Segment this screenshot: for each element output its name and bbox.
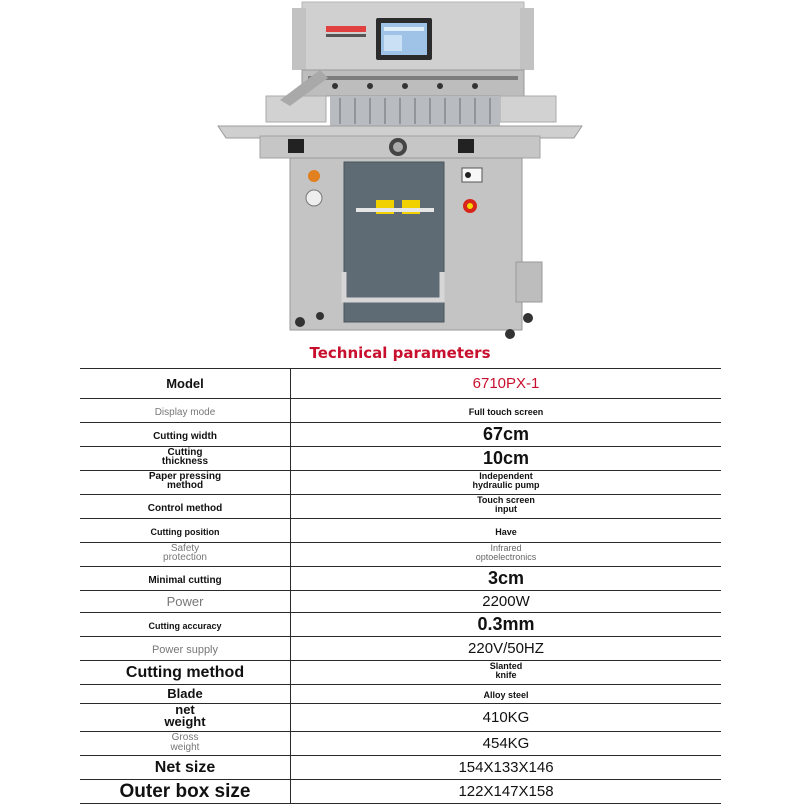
param-label-cell xyxy=(80,613,291,637)
param-value-cell xyxy=(291,704,722,732)
table-row xyxy=(80,591,721,613)
param-label-cell xyxy=(80,756,291,780)
param-label-cell xyxy=(80,704,291,732)
param-label-cell xyxy=(80,519,291,543)
param-value-cell xyxy=(291,567,722,591)
table-row xyxy=(80,495,721,519)
param-value-cell xyxy=(291,519,722,543)
table-row xyxy=(80,704,721,732)
param-label: Power xyxy=(166,593,204,609)
param-value-cell xyxy=(291,369,722,399)
param-value-cell xyxy=(291,399,722,423)
param-value-cell xyxy=(291,613,722,637)
param-value: Have xyxy=(495,526,517,537)
param-label-cell xyxy=(80,591,291,613)
param-label: Control method xyxy=(147,502,223,514)
section-title: Technical parameters xyxy=(309,344,491,362)
param-label: Blade xyxy=(167,686,203,701)
table-row xyxy=(80,543,721,567)
table-row xyxy=(80,732,721,756)
param-label-cell xyxy=(80,637,291,661)
table-row xyxy=(80,471,721,495)
table-row xyxy=(80,685,721,704)
param-value: 410KG xyxy=(482,708,530,726)
param-value: 220V/50HZ xyxy=(468,639,544,657)
table-row xyxy=(80,637,721,661)
param-label: Outer box size xyxy=(119,780,251,802)
param-value-cell xyxy=(291,495,722,519)
param-label: Cutting width xyxy=(153,430,217,442)
table-row xyxy=(80,756,721,780)
param-label-cell xyxy=(80,471,291,495)
param-label-cell xyxy=(80,399,291,423)
param-value: Independent hydraulic pump xyxy=(472,471,540,490)
param-value-cell xyxy=(291,591,722,613)
table-row xyxy=(80,780,721,804)
param-label-cell xyxy=(80,423,291,447)
param-label: Net size xyxy=(154,758,216,776)
param-value-cell xyxy=(291,732,722,756)
param-label: Cutting thickness xyxy=(161,446,209,468)
param-value: 0.3mm xyxy=(477,613,535,634)
param-value-cell xyxy=(291,661,722,685)
param-label: Cutting method xyxy=(125,663,245,681)
param-value-cell xyxy=(291,685,722,704)
param-label-cell xyxy=(80,732,291,756)
param-value: 3cm xyxy=(487,567,525,588)
param-label-cell xyxy=(80,661,291,685)
param-label: Model xyxy=(166,375,204,391)
parameters-table xyxy=(80,368,721,804)
param-value: Touch screen input xyxy=(477,495,535,514)
param-value-cell xyxy=(291,780,722,804)
param-value: Infrared optoelectronics xyxy=(475,543,537,562)
param-value: Slanted knife xyxy=(489,661,523,680)
param-value: Full touch screen xyxy=(468,406,544,417)
param-value: 154X133X146 xyxy=(458,758,554,776)
param-value: 2200W xyxy=(482,592,530,610)
param-label-cell xyxy=(80,567,291,591)
table-row xyxy=(80,613,721,637)
param-label: Power supply xyxy=(151,643,219,656)
param-label: Safety protection xyxy=(163,542,207,564)
param-value: 10cm xyxy=(482,447,530,468)
param-label-cell xyxy=(80,369,291,399)
table-row xyxy=(80,423,721,447)
param-value-cell xyxy=(291,423,722,447)
param-label: net weight xyxy=(164,703,206,730)
table-row xyxy=(80,447,721,471)
param-label: Display mode xyxy=(154,406,216,418)
param-value: 122X147X158 xyxy=(458,782,554,800)
table-row xyxy=(80,369,721,399)
param-value-cell xyxy=(291,637,722,661)
param-value: 6710PX-1 xyxy=(472,374,540,392)
param-label-cell xyxy=(80,780,291,804)
param-value-cell xyxy=(291,471,722,495)
param-label-cell xyxy=(80,543,291,567)
param-value-cell xyxy=(291,543,722,567)
param-value-cell xyxy=(291,756,722,780)
paper-cutting-machine-image xyxy=(210,0,590,342)
param-label-cell xyxy=(80,495,291,519)
param-label: Cutting position xyxy=(150,526,220,537)
param-label: Cutting accuracy xyxy=(148,620,222,631)
param-label-cell xyxy=(80,447,291,471)
param-value: 67cm xyxy=(482,423,530,444)
param-label: Minimal cutting xyxy=(148,574,222,586)
param-value-cell xyxy=(291,447,722,471)
table-row xyxy=(80,567,721,591)
param-value: Alloy steel xyxy=(483,690,529,700)
param-label-cell xyxy=(80,685,291,704)
param-label: Gross weight xyxy=(170,732,200,753)
table-row xyxy=(80,399,721,423)
param-value: 454KG xyxy=(482,734,530,752)
table-row xyxy=(80,519,721,543)
table-row xyxy=(80,661,721,685)
param-label: Paper pressing method xyxy=(148,470,222,492)
